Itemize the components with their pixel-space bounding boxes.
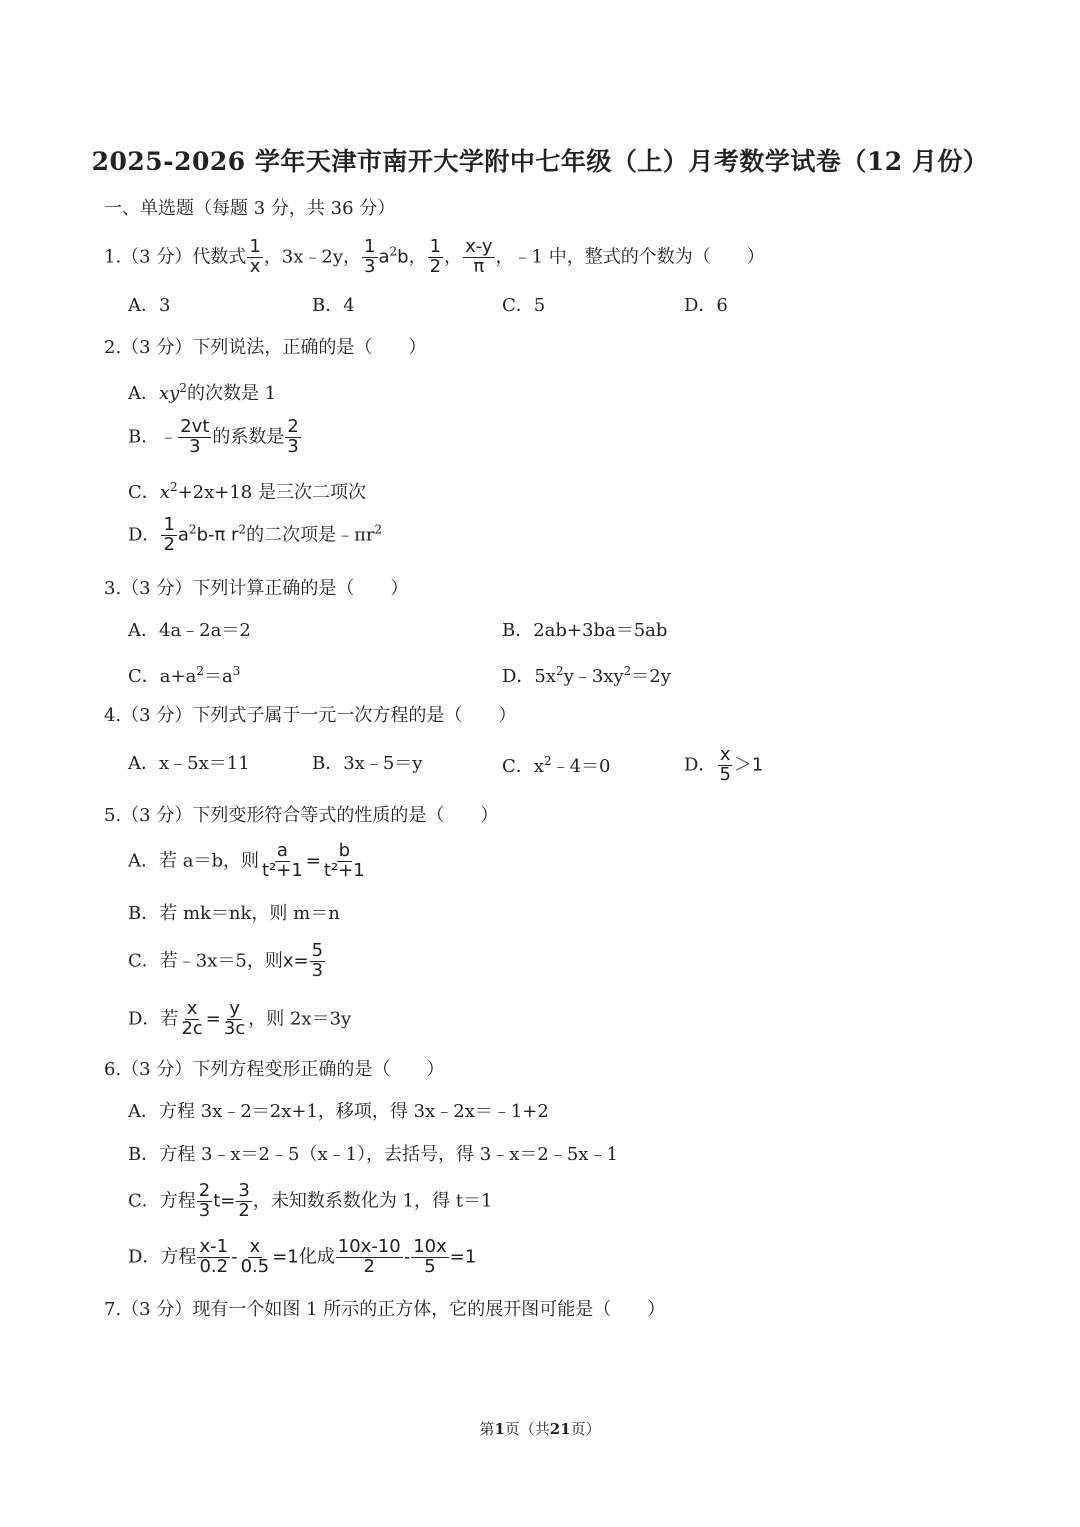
q2-d-sup3: 2 <box>374 522 383 537</box>
q2-c-math1: x <box>159 482 170 503</box>
q2-c-sup: 2 <box>169 480 178 494</box>
q6-d-fraction-1 <box>197 1238 230 1277</box>
q4-c-pre: C．x <box>502 756 544 777</box>
question-7-stem: 7.（3 分）现有一个如图 1 所示的正方体，它的展开图可能是（ ） <box>104 1299 666 1320</box>
q6-c-den2: 2 <box>238 1199 250 1221</box>
q1-option-d: D．6 <box>684 295 728 316</box>
q2-option-b <box>128 418 302 457</box>
question-6-stem: 6.（3 分）下列方程变形正确的是（ ） <box>104 1059 445 1080</box>
q6-option-a: A．方程 3x﹣2＝2x+1，移项，得 3x﹣2x＝﹣1+2 <box>128 1101 549 1122</box>
q1-f4-num: x-y <box>465 236 493 257</box>
q1-fraction-2 <box>362 238 377 277</box>
q2-a-post: 的次数是 1 <box>186 383 277 404</box>
q1-f4-den: π <box>473 255 485 277</box>
q5-d-post: ，则 2x＝3y <box>248 1008 352 1030</box>
q5-d-pre: D．若 <box>128 1008 179 1030</box>
q1-f2-num: 1 <box>364 236 376 257</box>
q5-c-pre: C．若﹣3x＝5，则 <box>128 950 283 972</box>
q6-d-fraction-2 <box>239 1238 272 1277</box>
q4-option-a: A．x﹣5x＝11 <box>128 753 250 774</box>
q6-d-num3: 10x-10 <box>337 1236 401 1257</box>
q5-d-eq: = <box>205 1008 221 1030</box>
q6-c-num1: 2 <box>198 1180 211 1201</box>
q2-option-d <box>128 516 382 555</box>
q2-b-mid: 的系数是 <box>212 426 285 448</box>
q1-f3-num: 1 <box>429 236 442 257</box>
q4-option-c <box>502 755 610 776</box>
q5-d-num1: x <box>186 998 198 1019</box>
q6-d-mid: =1化成 <box>272 1246 335 1268</box>
q2-b-den: 3 <box>189 435 201 457</box>
q5-d-num2: y <box>229 998 240 1019</box>
footer-mid: 页（共 <box>504 1420 550 1438</box>
question-4-stem: 4.（3 分）下列式子属于一元一次方程的是（ ） <box>104 705 517 726</box>
q5-d-den2: 3c <box>223 1017 246 1039</box>
q6-d-den4: 5 <box>424 1255 436 1277</box>
q5-c-fraction <box>310 942 325 981</box>
footer-post: 页） <box>570 1420 601 1438</box>
q5-a-eq: = <box>305 850 321 872</box>
q2-option-a <box>128 382 276 403</box>
q2-b-den2: 3 <box>287 435 299 457</box>
q2-d-math1: a <box>177 524 189 546</box>
page-footer <box>0 1418 1080 1439</box>
q3-option-d <box>502 665 671 686</box>
q5-c-num: 5 <box>311 940 324 961</box>
q6-d-num1: x-1 <box>199 1236 229 1257</box>
q1-fraction-4 <box>463 238 494 277</box>
q3-c-sup1: 2 <box>196 664 204 678</box>
q4-c-post: ﹣4＝0 <box>551 756 611 777</box>
q2-b-pre: B．﹣ <box>128 426 178 448</box>
q1-prefix: 1.（3 分）代数式 <box>104 246 247 268</box>
footer-pre: 第 <box>479 1420 495 1438</box>
question-5-stem: 5.（3 分）下列变形符合等式的性质的是（ ） <box>104 805 499 826</box>
q2-option-c <box>128 481 366 502</box>
q3-c-mid: ＝a <box>203 666 233 687</box>
q5-d-fraction-2 <box>222 1000 247 1039</box>
q5-option-b: B．若 mk＝nk，则 m＝n <box>128 903 340 924</box>
q2-d-num: 1 <box>163 514 175 535</box>
q6-option-d <box>128 1238 476 1277</box>
q1-text-3: b， <box>397 246 427 268</box>
q6-c-post: ，未知数系数化为 1，得 t＝1 <box>252 1190 493 1212</box>
q6-d-fraction-4 <box>411 1238 449 1277</box>
q5-c-x: x= <box>282 950 309 972</box>
q4-option-b: B．3x﹣5＝y <box>312 753 423 774</box>
q5-a-num1: a <box>276 840 288 861</box>
q2-b-fraction-2 <box>285 418 300 457</box>
q2-d-den: 2 <box>163 533 175 555</box>
q6-d-end: =1 <box>449 1246 477 1268</box>
q1-text-2: a <box>378 246 390 268</box>
q2-d-post: 的二次项是﹣πr <box>246 524 375 546</box>
q5-d-den1: 2c <box>181 1017 203 1039</box>
q3-d-sup1: 2 <box>556 664 564 678</box>
q1-f2-den: 3 <box>364 255 376 277</box>
q6-c-den1: 3 <box>198 1199 211 1221</box>
q1-f1-den: x <box>249 255 261 277</box>
q2-b-fraction-1 <box>178 418 211 457</box>
q4-d-fraction <box>717 746 732 785</box>
q3-option-a: A．4a﹣2a＝2 <box>128 620 251 641</box>
q2-a-math: xy <box>159 383 180 404</box>
q6-option-c <box>128 1182 492 1221</box>
q4-option-d <box>684 746 763 785</box>
q5-a-fraction-1 <box>260 842 305 881</box>
q5-a-den1: t²+1 <box>261 859 303 881</box>
q1-option-b: B．4 <box>312 295 355 316</box>
q1-sup: 2 <box>389 244 398 259</box>
q1-suffix: ，﹣1 中，整式的个数为（ ） <box>495 246 765 268</box>
q6-d-den1: 0.2 <box>199 1255 229 1277</box>
q6-d-den2: 0.5 <box>240 1255 270 1277</box>
q2-a-pre: A． <box>128 383 159 404</box>
page-number: 1 <box>494 1420 505 1438</box>
q3-d-pre: D．5x <box>502 666 557 687</box>
q6-c-fraction-1 <box>197 1182 212 1221</box>
q3-c-pre: C．a+a <box>128 666 197 687</box>
q2-b-num: 2vt <box>180 416 210 437</box>
q6-d-fraction-3 <box>336 1238 403 1277</box>
q6-d-den3: 2 <box>363 1255 375 1277</box>
q2-c-pre: C． <box>128 482 160 503</box>
q5-option-d <box>128 1000 351 1039</box>
q1-fraction-1 <box>247 238 262 277</box>
q5-a-num2: b <box>338 840 351 861</box>
q5-a-den2: t²+1 <box>323 859 365 881</box>
q4-d-pre: D． <box>684 754 717 776</box>
q5-a-pre: A．若 a＝b，则 <box>128 850 259 872</box>
q2-d-pre: D． <box>128 524 161 546</box>
q5-option-a <box>128 842 368 881</box>
question-1-stem <box>104 238 765 277</box>
q6-option-b: B．方程 3﹣x＝2﹣5（x﹣1），去括号，得 3﹣x＝2﹣5x﹣1 <box>128 1144 618 1165</box>
page-total: 21 <box>549 1420 571 1438</box>
q5-c-den: 3 <box>311 959 324 981</box>
q1-f3-den: 2 <box>429 255 442 277</box>
q2-d-sup1: 2 <box>188 522 197 537</box>
exam-title: 2025-2026 学年天津市南开大学附中七年级（上）月考数学试卷（12 月份） <box>91 147 989 176</box>
q3-option-b: B．2ab+3ba＝5ab <box>502 620 668 641</box>
q4-d-num: x <box>719 744 731 765</box>
q6-d-num2: x <box>249 1236 261 1257</box>
q3-c-sup2: 3 <box>232 664 241 678</box>
q2-c-math2: +2x+18 是三次二项次 <box>177 482 366 503</box>
q1-text-1: ，3x﹣2y， <box>263 246 362 268</box>
q3-d-post: ＝2y <box>631 666 671 687</box>
q4-c-sup: 2 <box>543 754 552 768</box>
q2-d-math2: b-π r <box>196 524 239 546</box>
q2-b-num2: 2 <box>287 416 299 437</box>
q3-option-c <box>128 665 240 686</box>
q1-fraction-3 <box>428 238 443 277</box>
q6-d-minus2: - <box>403 1246 411 1268</box>
q6-c-t: t= <box>213 1190 236 1212</box>
q6-c-fraction-2 <box>236 1182 251 1221</box>
q6-d-num4: 10x <box>413 1236 447 1257</box>
q6-c-pre: C．方程 <box>128 1190 196 1212</box>
q2-a-sup: 2 <box>179 381 187 395</box>
q5-option-c <box>128 942 326 981</box>
question-2-stem: 2.（3 分）下列说法，正确的是（ ） <box>104 337 427 358</box>
q1-option-c: C．5 <box>502 295 546 316</box>
q2-d-sup2: 2 <box>238 522 247 537</box>
q5-a-fraction-2 <box>322 842 367 881</box>
q5-d-fraction-1 <box>179 1000 204 1039</box>
q3-d-sup2: 2 <box>623 664 632 678</box>
q6-d-minus1: - <box>231 1246 238 1268</box>
q2-d-fraction <box>161 516 176 555</box>
q4-d-den: 5 <box>719 763 731 785</box>
q6-d-pre: D．方程 <box>128 1246 197 1268</box>
q3-d-mid: y﹣3xy <box>563 666 624 687</box>
q1-text-4: ， <box>444 246 463 268</box>
q1-option-a: A．3 <box>128 295 171 316</box>
section-heading: 一、单选题（每题 3 分，共 36 分） <box>104 198 396 219</box>
q6-c-num2: 3 <box>238 1180 250 1201</box>
q4-d-post: ＞1 <box>733 754 764 776</box>
question-3-stem: 3.（3 分）下列计算正确的是（ ） <box>104 578 409 599</box>
q1-f1-num: 1 <box>249 236 261 257</box>
